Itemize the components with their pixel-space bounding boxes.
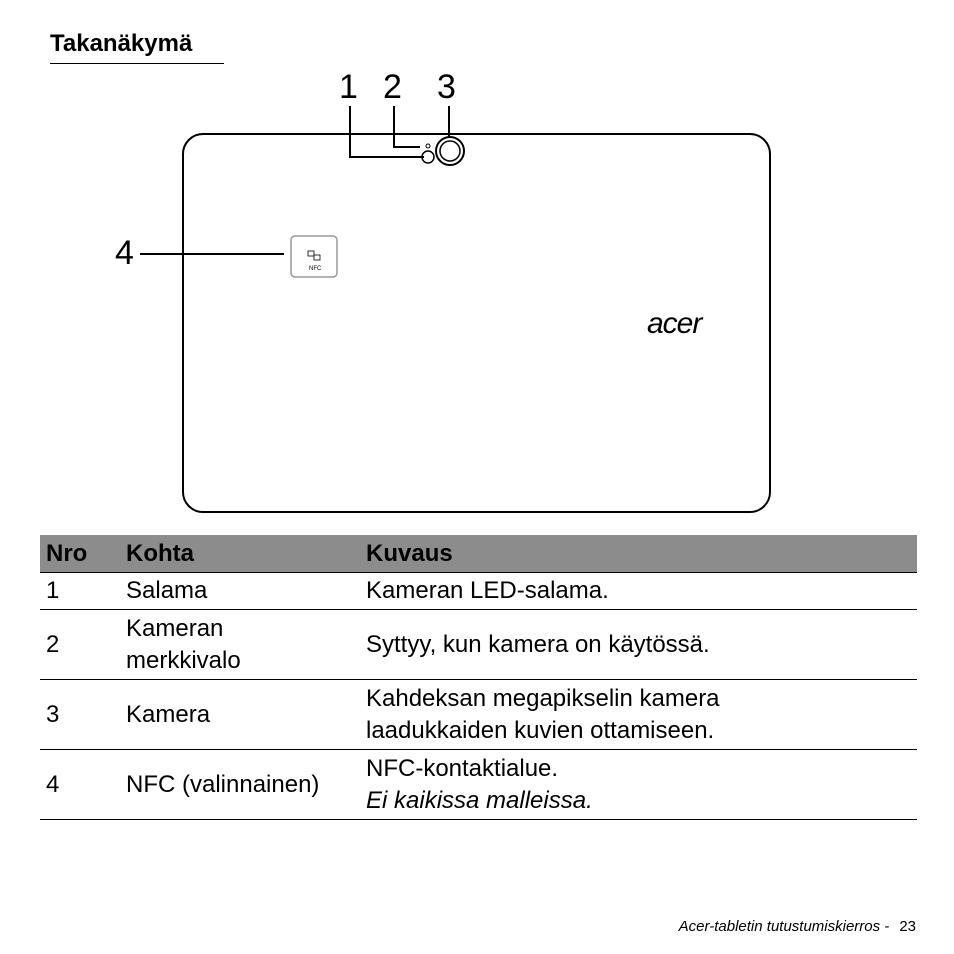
header-kohta: Kohta bbox=[120, 535, 360, 573]
callout-2: 2 bbox=[383, 68, 402, 106]
callout-3: 3 bbox=[437, 68, 456, 106]
page-footer bbox=[679, 918, 916, 935]
table-row bbox=[40, 680, 917, 750]
footer-title: Acer-tabletin tutustumiskierros - bbox=[678, 918, 890, 935]
table-row bbox=[40, 750, 917, 820]
cell-nro: 3 bbox=[40, 680, 120, 750]
section-heading: Takanäkymä bbox=[50, 30, 193, 57]
callout-1: 1 bbox=[339, 68, 358, 106]
model-note: Ei kaikissa malleissa. bbox=[366, 786, 593, 814]
camera-lens-inner-icon bbox=[440, 141, 460, 161]
page-number: 23 bbox=[899, 918, 916, 935]
nfc-label: NFC bbox=[309, 266, 322, 272]
table-row bbox=[40, 573, 917, 610]
leader-line-2 bbox=[394, 106, 420, 147]
leader-line-1 bbox=[350, 106, 424, 157]
cell-kohta: Kameran merkkivalo bbox=[120, 610, 360, 680]
acer-logo: acer bbox=[647, 307, 702, 340]
cell-kuvaus: NFC-kontaktialue. Ei kaikissa malleissa. bbox=[360, 750, 917, 820]
cell-nro: 1 bbox=[40, 573, 120, 610]
cell-kohta: Salama bbox=[120, 573, 360, 610]
table-row bbox=[40, 610, 917, 680]
cell-kohta: NFC (valinnainen) bbox=[120, 750, 360, 820]
cell-kuvaus: Kahdeksan megapikselin kamera laadukkaiden kuvien ottamiseen. bbox=[360, 680, 917, 750]
header-kuvaus: Kuvaus bbox=[360, 535, 917, 573]
cell-nro: 4 bbox=[40, 750, 120, 820]
nfc-icon bbox=[308, 251, 320, 260]
cell-kohta: Kamera bbox=[120, 680, 360, 750]
table-header-row bbox=[40, 535, 917, 573]
callout-4: 4 bbox=[115, 234, 134, 272]
header-nro: Nro bbox=[40, 535, 120, 573]
cell-kuvaus: Syttyy, kun kamera on käytössä. bbox=[360, 610, 917, 680]
indicator-light-icon bbox=[426, 144, 430, 148]
cell-kuvaus: Kameran LED-salama. bbox=[360, 573, 917, 610]
cell-nro: 2 bbox=[40, 610, 120, 680]
spec-table bbox=[40, 535, 917, 820]
